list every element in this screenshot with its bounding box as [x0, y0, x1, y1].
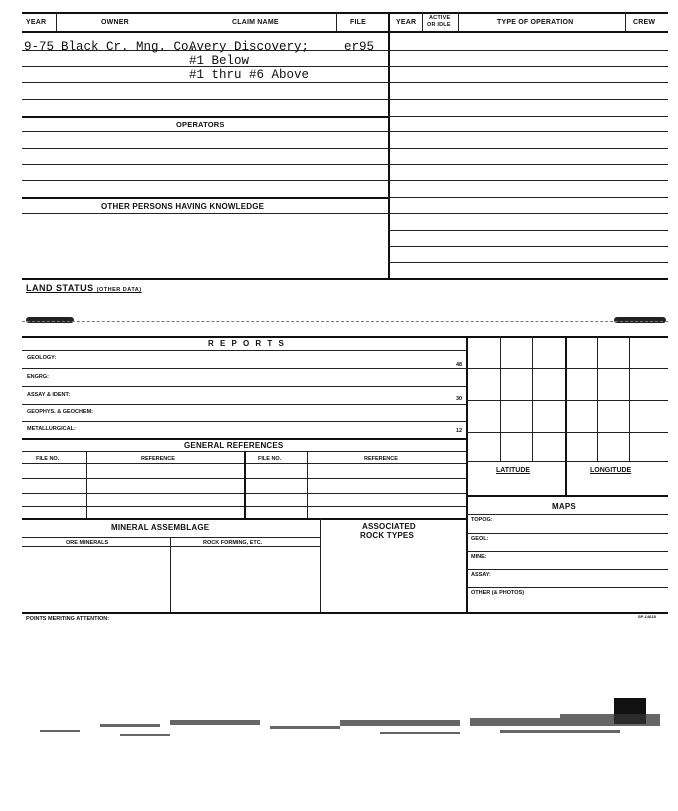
right-row-line: [388, 262, 668, 263]
operators-top-border: [22, 116, 388, 118]
maps-title: MAPS: [552, 502, 576, 511]
col-claim-name-header: CLAIM NAME: [232, 19, 279, 26]
gr-file-no-2: FILE NO.: [258, 456, 282, 462]
mineral-top-border: [22, 518, 466, 520]
mineral-subheader-line: [22, 546, 320, 547]
row-line: [22, 404, 466, 405]
row-line: [22, 148, 388, 149]
grid-line: [466, 400, 668, 401]
col-active-header-line1: ACTIVE: [429, 15, 451, 21]
gr-col-sep: [86, 451, 87, 518]
grid-line: [565, 336, 567, 495]
gr-col-sep: [244, 451, 246, 518]
main-vertical-divider: [388, 12, 390, 278]
gr-reference-2: REFERENCE: [364, 456, 398, 462]
header-bottom-border: [22, 31, 668, 33]
scan-noise-specks: [40, 714, 660, 736]
mineral-header-line: [22, 537, 320, 538]
right-row-line: [388, 230, 668, 231]
scan-mark: [26, 317, 74, 323]
maps-mine-label: MINE:: [471, 554, 487, 560]
col-active-header-line2: OR IDLE: [427, 22, 451, 28]
col-crew-header: CREW: [633, 19, 656, 26]
col-sep: [422, 12, 423, 31]
maps-other-label: OTHER (& PHOTOS): [471, 590, 525, 596]
right-row-line: [388, 66, 668, 67]
maps-topog-label: TOPOG:: [471, 517, 493, 523]
scan-mark: [614, 317, 666, 323]
report-geology-num: 48: [456, 362, 463, 368]
row-line: [466, 533, 668, 534]
entry-claim-line1: Avery Discovery;: [189, 40, 310, 54]
row-line: [22, 131, 388, 132]
right-row-line: [388, 246, 668, 247]
row-line: [22, 164, 388, 165]
right-row-line: [388, 116, 668, 117]
col-owner-header: OWNER: [101, 19, 129, 26]
right-row-line: [388, 213, 668, 214]
row-line: [22, 386, 466, 387]
row-line: [466, 551, 668, 552]
grid-line: [466, 432, 668, 433]
mineral-col-sep: [320, 518, 321, 612]
gr-reference-1: REFERENCE: [141, 456, 175, 462]
land-status-sub: (OTHER DATA): [96, 287, 142, 293]
right-row-line: [388, 197, 668, 198]
col-sep: [336, 12, 337, 31]
entry-file: er95: [344, 40, 375, 54]
operators-title: OPERATORS: [176, 120, 225, 129]
right-row-line: [388, 148, 668, 149]
upper-section-bottom-border: [22, 278, 668, 280]
right-row-line: [388, 99, 668, 100]
maps-top-border: [466, 495, 668, 497]
other-persons-top-border: [22, 197, 388, 199]
scan-noise-band: [0, 690, 678, 750]
entry-year: 9-75: [24, 40, 55, 54]
report-metallurgical-num: 12: [456, 428, 463, 434]
general-refs-top-border: [22, 438, 466, 440]
gr-col-sep: [307, 451, 308, 518]
report-geology-label: GEOLOGY:: [27, 355, 57, 361]
form-number: SP-14618: [638, 614, 656, 619]
associated-rock-types-2: ROCK TYPES: [360, 531, 415, 540]
reports-title: R E P O R T S: [208, 339, 286, 348]
grid-line: [629, 336, 630, 461]
col-sep: [625, 12, 626, 31]
maps-assay-label: ASSAY:: [471, 572, 491, 578]
report-metallurgical-label: METALLURGICAL:: [27, 426, 76, 432]
other-persons-title: OTHER PERSONS HAVING KNOWLEDGE: [101, 202, 265, 211]
col-year-header: YEAR: [26, 19, 47, 26]
gr-file-no-1: FILE NO.: [36, 456, 60, 462]
maps-header-line: [466, 514, 668, 515]
col-sep: [56, 12, 57, 31]
entry-claim-line2: #1 Below: [189, 54, 250, 68]
row-line: [466, 587, 668, 588]
report-geophys-label: GEOPHYS. & GEOCHEM:: [27, 409, 94, 415]
maps-geol-label: GEOL:: [471, 536, 489, 542]
report-engrg-label: ENGRG:: [27, 374, 49, 380]
right-row-line: [388, 131, 668, 132]
grid-line: [500, 336, 501, 461]
reports-right-divider: [466, 336, 468, 612]
entry-claim-line3: #1 thru #6 Above: [189, 68, 310, 82]
row-line: [22, 50, 388, 51]
right-row-line: [388, 50, 668, 51]
grid-line: [532, 336, 533, 461]
right-row-line: [388, 164, 668, 165]
row-line: [22, 421, 466, 422]
right-row-line: [388, 180, 668, 181]
right-row-line: [388, 82, 668, 83]
mineral-col-sep: [170, 537, 171, 612]
row-line: [22, 99, 388, 100]
col-year2-header: YEAR: [396, 19, 417, 26]
report-assay-num: 30: [456, 396, 463, 402]
mineral-assemblage-title: MINERAL ASSEMBLAGE: [111, 523, 210, 532]
row-line: [466, 569, 668, 570]
entry-owner: Black Cr. Mng. Co.: [61, 40, 197, 54]
grid-line: [466, 368, 668, 369]
col-type-of-operation-header: TYPE OF OPERATION: [497, 19, 574, 26]
report-assay-label: ASSAY & IDENT:: [27, 392, 71, 398]
grid-line: [466, 461, 668, 462]
row-line: [22, 66, 388, 67]
row-line: [22, 180, 388, 181]
row-line: [22, 368, 466, 369]
rock-forming-label: ROCK FORMING, ETC.: [203, 540, 263, 546]
row-line: [22, 82, 388, 83]
latitude-label: LATITUDE: [496, 467, 531, 474]
row-line: [22, 213, 388, 214]
land-status-title: [26, 283, 142, 293]
general-refs-title: GENERAL REFERENCES: [184, 441, 284, 450]
col-sep: [458, 12, 459, 31]
reports-top-border: [22, 336, 668, 338]
longitude-label: LONGITUDE: [590, 467, 632, 474]
associated-rock-types-1: ASSOCIATED: [362, 522, 416, 531]
top-border: [22, 12, 668, 14]
land-status-line: [22, 321, 668, 322]
ore-minerals-label: ORE MINERALS: [66, 540, 109, 546]
reports-header-line: [22, 350, 466, 351]
land-status-label: LAND STATUS: [26, 283, 94, 293]
col-file-header: FILE: [350, 19, 366, 26]
form-bottom-border: [22, 612, 668, 614]
grid-line: [597, 336, 598, 461]
points-meriting-attention-label: POINTS MERITING ATTENTION:: [26, 616, 110, 622]
